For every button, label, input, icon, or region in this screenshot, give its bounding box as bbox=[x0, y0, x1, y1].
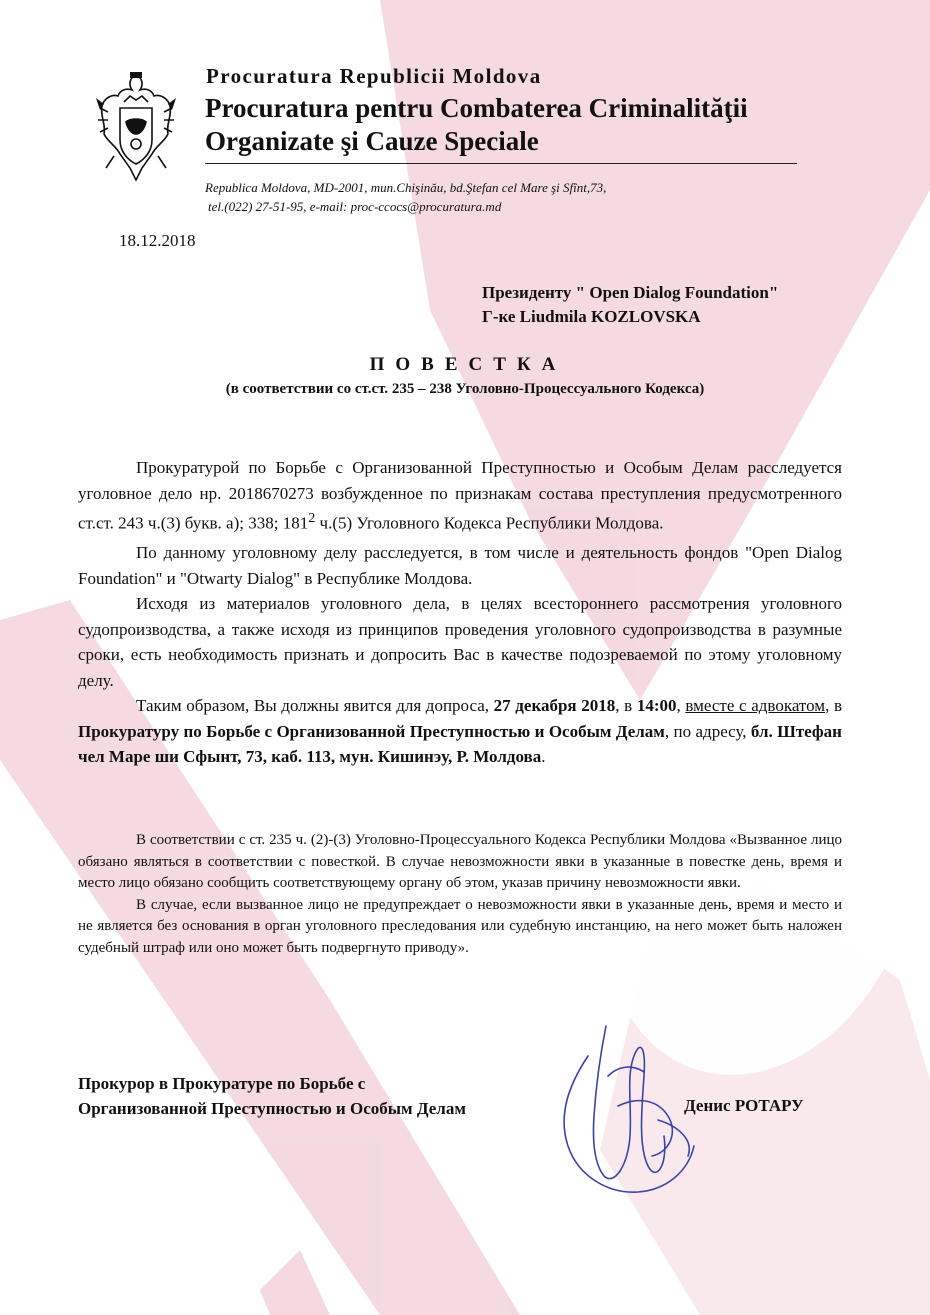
header-divider bbox=[205, 163, 797, 164]
appearance-text-3: , bbox=[676, 696, 686, 716]
signatory-position-line2: Организованной Преступностью и Особым Делам bbox=[78, 1099, 466, 1118]
appearance-text-4: , в bbox=[825, 696, 842, 716]
address-block bbox=[205, 178, 606, 216]
legal-note-paragraph-2: В случае, если вызванное лицо не предупреждает о невозможности явки в указанные день, время и место и не является без основания в орган уголовного преследования или судебную инстанцию, на него может быть наложен судебный штраф или оно может быть подвергнуто приводу». bbox=[78, 896, 842, 956]
document-subtitle: (в соответствии со ст.ст. 235 – 238 Уголовно-Процессуального Кодекса) bbox=[225, 381, 705, 397]
appearance-text-end: . bbox=[541, 747, 546, 767]
paragraph-case-text: Прокуратурой по Борьбе с Организованной Преступностью и Особым Делам расследуется уголовное дело нр. 2018670273 возбужденное по признакам состава преступления предусмотренного ст.ст. 243 ч.(3) букв. а); 338; 181 bbox=[78, 458, 842, 533]
department-name bbox=[205, 92, 748, 158]
appearance-place: Прокуратуру по Борьбе с Организованной Преступностью и Особым Делам bbox=[78, 721, 665, 741]
article-superscript: 2 bbox=[308, 510, 316, 526]
appearance-text-5: , по адресу, bbox=[664, 721, 751, 741]
prosecutor-office-name: Procuratura Republicii Moldova bbox=[206, 64, 542, 88]
appearance-address: бл. Штефан чел Маре ши Сфынт, 73, каб. 113, мун. Кишинэу, Р. Молдова bbox=[78, 721, 842, 767]
paragraph-grounds: Исходя из материалов уголовного дела, в целях всестороннего рассмотрения уголовного судопроизводства, а также исходя из принципов проведения уголовного судопроизводства в разумные сроки, есть необходимость признать и допросить Вас в качестве подозреваемой по этому уголовному делу. bbox=[78, 594, 842, 690]
document-date: 18.12.2018 bbox=[119, 231, 196, 250]
paragraph-foundations: По данному уголовному делу расследуется, в том числе и деятельность фондов "Open Dialog Foundation" и "Otwarty Dialog" в Республике Молдова. bbox=[78, 543, 842, 588]
appearance-time: 14:00 bbox=[636, 696, 677, 716]
recipient-name: Г-ке Liudmila KOZLOVSKA bbox=[482, 307, 701, 326]
department-name-line1: Procuratura pentru Combaterea Criminalităţii bbox=[205, 93, 748, 123]
signatory-position bbox=[78, 1071, 466, 1121]
paragraph-appearance bbox=[78, 693, 842, 770]
with-lawyer-text: вместе с адвокатом bbox=[685, 696, 826, 716]
contact-line: tel.(022) 27-51-95, e-mail: proc-ccocs@procuratura.md bbox=[208, 199, 502, 214]
appearance-date: 27 декабря 2018 bbox=[493, 696, 616, 716]
signatory-name: Денис РОТАРУ bbox=[684, 1096, 804, 1115]
appearance-text-2: , в bbox=[615, 696, 637, 716]
recipient-block bbox=[482, 281, 778, 329]
signatory-position-line1: Прокурор в Прокуратуре по Борьбе с bbox=[78, 1074, 366, 1093]
address-line: Republica Moldova, MD-2001, mun.Chişinău, bd.Ştefan cel Mare şi Sfînt,73, bbox=[205, 180, 607, 195]
paragraph-case-text-end: ч.(5) Уголовного Кодекса Республики Молдова. bbox=[315, 513, 664, 533]
moldova-coat-of-arms-icon bbox=[90, 68, 182, 186]
recipient-title: Президенту " Open Dialog Foundation" bbox=[482, 283, 779, 302]
appearance-text: Таким образом, Вы должны явится для допроса, bbox=[136, 696, 494, 716]
document-title: ПОВЕСТКА bbox=[369, 354, 567, 375]
legal-note-paragraph-1: В соответствии с ст. 235 ч. (2)-(3) Уголовно-Процессуального Кодекса Республики Молдова «Вызванное лицо обязано являться в соответствии с повесткой. В случае невозможности явки в указанные в повестке день, время и место лицо обязано сообщить соответствующему органу об этом, указав причину невозможности явки. bbox=[78, 832, 842, 891]
document-body bbox=[78, 455, 842, 770]
department-name-line2: Organizate şi Cauze Speciale bbox=[205, 126, 539, 156]
legal-note bbox=[78, 830, 842, 959]
handwritten-signature-icon bbox=[548, 1016, 708, 1206]
paragraph-case bbox=[78, 455, 842, 536]
